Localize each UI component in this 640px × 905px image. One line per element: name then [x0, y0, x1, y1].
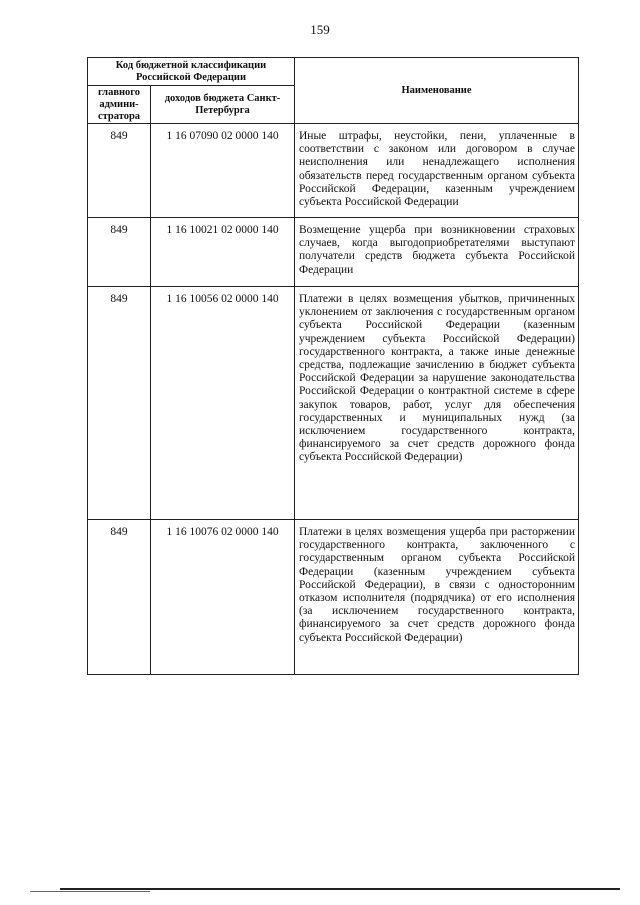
admin-code: 849 [88, 218, 151, 287]
header-income: доходов бюджета Санкт-Петербурга [151, 86, 295, 124]
budget-classification-table [87, 57, 579, 675]
header-group: Код бюджетной классификации Российской Федерации [88, 58, 295, 86]
page-number: 159 [310, 22, 330, 37]
header-admin: главного админи-стратора [88, 86, 151, 124]
income-name: Платежи в целях возмещения ущерба при расторжении государственного контракта, заключенного с государственным органом субъекта Российской Федерации (казенным учреждением субъекта Российской Федерации), в связи с односторонним отказом исполнителя (подрядчика) от его исполнения (за исключением государственного контракта, финансируемого за счет средств дорожного фонда субъекта Российской Федерации) [295, 520, 579, 675]
income-code: 1 16 07090 02 0000 140 [151, 124, 295, 218]
table-row [88, 287, 579, 520]
table-row [88, 218, 579, 287]
table-row [88, 520, 579, 675]
income-name: Возмещение ущерба при возникновении страховых случаев, когда выгодоприобретателями выступают получатели средств бюджета субъекта Российской Федерации [295, 218, 579, 287]
admin-code: 849 [88, 287, 151, 520]
admin-code: 849 [88, 124, 151, 218]
income-name: Платежи в целях возмещения убытков, причиненных уклонением от заключения с государственным органом субъекта Российской Федерации (казенным учреждением субъекта Российской Федерации) государственного контракта, а также иные денежные средства, подлежащие зачислению в бюджет субъекта Российской Федерации за нарушение законодательства Российской Федерации о контрактной системе в сфере закупок товаров, работ, услуг для обеспечения государственных и муниципальных нужд (за исключением государственного контракта, финансируемого за счет средств дорожного фонда субъекта Российской Федерации) [295, 287, 579, 520]
admin-code: 849 [88, 520, 151, 675]
income-code: 1 16 10056 02 0000 140 [151, 287, 295, 520]
header-name: Наименование [295, 58, 579, 124]
footer-rule [60, 888, 620, 890]
income-code: 1 16 10076 02 0000 140 [151, 520, 295, 675]
income-code: 1 16 10021 02 0000 140 [151, 218, 295, 287]
income-name: Иные штрафы, неустойки, пени, уплаченные в соответствии с законом или договором в случае неисполнения или ненадлежащего исполнения обязательств перед государственным органом субъекта Российской Федерации, казенным учреждением субъекта Российской Федерации [295, 124, 579, 218]
footer-rule-short [30, 891, 150, 892]
table-row [88, 124, 579, 218]
